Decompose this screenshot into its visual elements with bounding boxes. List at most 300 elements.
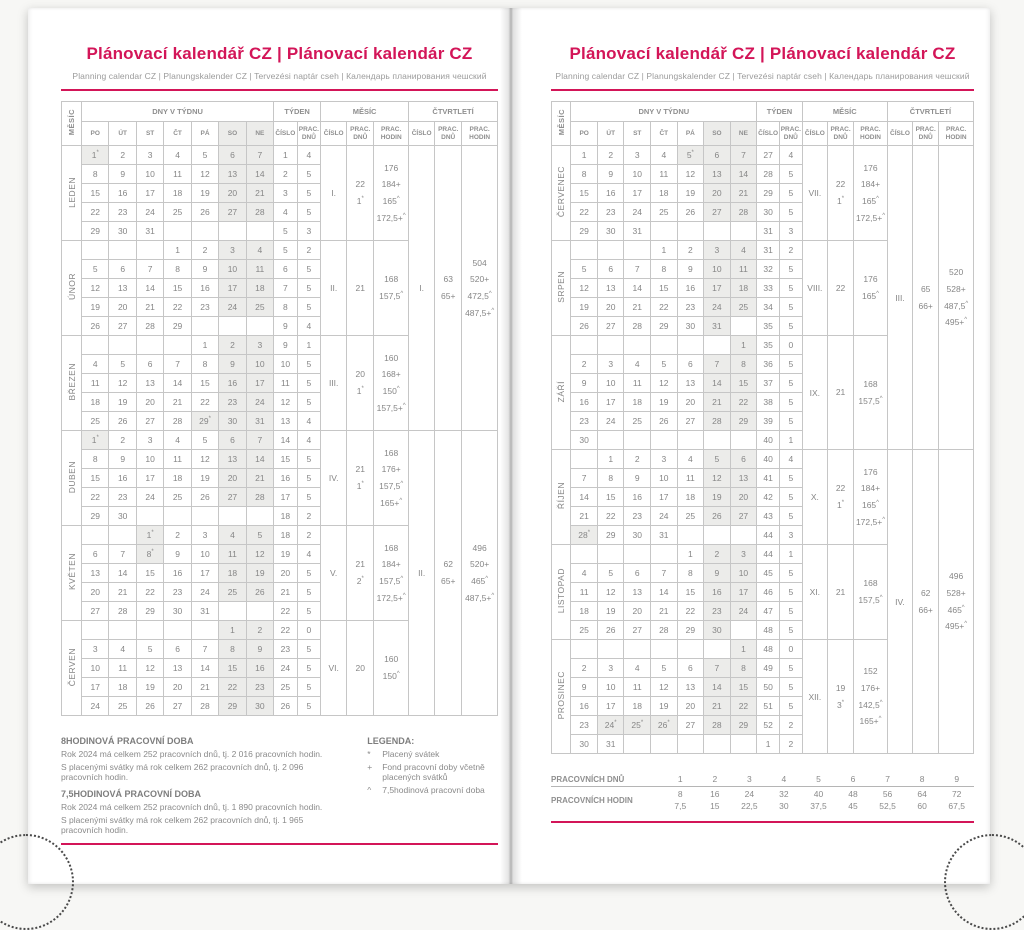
month-group-header: MĚSÍC	[802, 102, 887, 122]
week-workdays-header: PRAC. DNŮ	[297, 122, 321, 146]
week-number-cell: 47	[757, 602, 780, 621]
quarter-workdays-cell: 62 65+	[435, 431, 462, 716]
day-cell	[651, 222, 678, 241]
week-workdays-cell: 2	[779, 735, 802, 754]
day-cell	[624, 735, 651, 754]
month-workhours-cell: 168 184+ 157,5^ 172,5+^	[374, 526, 409, 621]
week-workdays-cell: 3	[297, 222, 321, 241]
day-cell: 8	[571, 165, 598, 184]
day-cell: 10	[730, 564, 757, 583]
work-hours-value: 16 15	[710, 789, 720, 811]
day-cell: 17	[191, 564, 218, 583]
day-cell: 3	[82, 640, 109, 659]
day-cell: 6	[730, 450, 757, 469]
day-cell: 23	[677, 298, 704, 317]
day-cell: 11	[624, 374, 651, 393]
footer-worktime	[61, 736, 498, 835]
day-cell: 20	[164, 678, 191, 697]
work-hours-value: 32 30	[779, 789, 789, 811]
day-cell: 7	[191, 640, 218, 659]
day-cell: 10	[624, 165, 651, 184]
day-cell: 5	[136, 640, 163, 659]
holiday-day-cell: 5*	[677, 146, 704, 165]
day-cell: 14	[246, 450, 273, 469]
day-cell: 2	[571, 355, 598, 374]
day-cell: 30	[597, 222, 624, 241]
week-number-cell: 5	[274, 241, 298, 260]
holiday-day-cell: 1*	[136, 526, 163, 545]
day-cell: 29	[677, 621, 704, 640]
month-workhours-header: PRAC. HODIN	[854, 122, 888, 146]
day-cell: 10	[136, 165, 163, 184]
day-cell: 2	[704, 545, 731, 564]
week-workdays-cell: 5	[297, 697, 321, 716]
day-cell: 3	[651, 450, 678, 469]
quarter-workhours-cell: 496 520+ 465^ 487,5+^	[462, 431, 498, 716]
week-number-cell: 24	[274, 659, 298, 678]
day-cell: 12	[82, 279, 109, 298]
month-number-cell: I.	[321, 146, 347, 241]
day-cell: 28	[136, 317, 163, 336]
day-cell	[677, 526, 704, 545]
week-workdays-cell: 4	[297, 412, 321, 431]
month-workhours-cell: 168 157,5^	[854, 545, 888, 640]
day-cell: 31	[246, 412, 273, 431]
week-workdays-cell: 5	[779, 697, 802, 716]
day-cell: 12	[571, 279, 598, 298]
day-cell: 16	[677, 279, 704, 298]
week-workdays-cell: 4	[779, 146, 802, 165]
month-label: ÚNOR	[62, 241, 82, 336]
day-cell	[704, 526, 731, 545]
day-cell: 25	[624, 412, 651, 431]
day-cell: 13	[597, 279, 624, 298]
day-cell	[191, 317, 218, 336]
day-cell: 14	[571, 488, 598, 507]
day-cell: 22	[164, 298, 191, 317]
day-cell	[597, 336, 624, 355]
day-cell: 29	[82, 222, 109, 241]
day-cell: 17	[624, 184, 651, 203]
day-cell: 30	[571, 431, 598, 450]
month-number-cell: IX.	[802, 336, 827, 450]
day-cell: 18	[677, 488, 704, 507]
day-cell: 2	[164, 526, 191, 545]
day-cell: 7	[704, 659, 731, 678]
week-number-cell: 22	[274, 602, 298, 621]
day-cell	[597, 431, 624, 450]
day-cell	[191, 621, 218, 640]
day-cell: 19	[597, 602, 624, 621]
day-cell: 15	[597, 488, 624, 507]
day-cell: 26	[109, 412, 136, 431]
day-cell: 4	[730, 241, 757, 260]
quarter-group-header: ČTVRTLETÍ	[409, 102, 498, 122]
day-cell: 5	[704, 450, 731, 469]
work-hours-value: 8 7,5	[674, 789, 687, 811]
day-cell: 24	[597, 412, 624, 431]
week-number-cell: 46	[757, 583, 780, 602]
day-cell: 8	[191, 355, 218, 374]
day-cell: 5	[597, 564, 624, 583]
day-header-so: SO	[219, 122, 246, 146]
day-cell	[136, 621, 163, 640]
worktime-8h-line1: Rok 2024 má celkem 252 pracovních dnů, tj. 2 016 pracovních hodin.	[61, 749, 323, 759]
legend-block	[367, 736, 498, 835]
day-cell: 12	[704, 469, 731, 488]
holiday-day-cell: 29*	[191, 412, 218, 431]
day-cell: 1	[191, 336, 218, 355]
day-cell: 2	[677, 241, 704, 260]
week-number-cell: 6	[274, 260, 298, 279]
day-header-ne: NE	[246, 122, 273, 146]
month-number-cell: XII.	[802, 640, 827, 754]
month-side-header: MĚSÍC	[62, 102, 82, 146]
page-left	[28, 8, 507, 884]
month-workhours-cell: 176 184+ 165^ 172,5+^	[854, 146, 888, 241]
day-cell	[704, 640, 731, 659]
week-workdays-cell: 5	[297, 374, 321, 393]
day-cell: 19	[246, 564, 273, 583]
day-cell: 29	[164, 317, 191, 336]
work-days-value: 3	[732, 772, 767, 787]
day-cell: 13	[109, 279, 136, 298]
week-row	[62, 146, 498, 165]
day-cell: 17	[246, 374, 273, 393]
title-rule	[551, 89, 974, 91]
week-number-cell: 25	[274, 678, 298, 697]
day-cell	[730, 621, 757, 640]
day-cell	[730, 526, 757, 545]
month-workdays-cell: 22 1*	[347, 146, 374, 241]
day-cell: 7	[730, 146, 757, 165]
day-cell: 21	[136, 298, 163, 317]
week-workdays-cell: 5	[779, 507, 802, 526]
week-number-cell: 31	[757, 222, 780, 241]
day-cell	[571, 241, 598, 260]
day-cell: 9	[109, 165, 136, 184]
day-cell: 10	[704, 260, 731, 279]
day-cell: 15	[730, 678, 757, 697]
day-cell: 10	[82, 659, 109, 678]
day-cell	[219, 222, 246, 241]
week-workdays-cell: 5	[297, 355, 321, 374]
day-cell: 21	[246, 184, 273, 203]
day-cell	[571, 450, 598, 469]
day-cell: 13	[219, 450, 246, 469]
week-workdays-cell: 4	[779, 450, 802, 469]
table-header-row	[552, 102, 974, 122]
week-workdays-cell: 5	[297, 260, 321, 279]
day-cell: 17	[219, 279, 246, 298]
day-cell: 4	[624, 659, 651, 678]
day-cell: 2	[109, 431, 136, 450]
day-cell: 19	[651, 393, 678, 412]
day-cell: 30	[704, 621, 731, 640]
work-days-value: 6	[836, 772, 871, 787]
day-cell	[624, 241, 651, 260]
month-workdays-cell: 22	[828, 241, 854, 336]
week-number-cell: 42	[757, 488, 780, 507]
day-cell: 8	[730, 659, 757, 678]
day-cell: 28	[191, 697, 218, 716]
week-workdays-cell: 5	[779, 355, 802, 374]
day-cell: 20	[82, 583, 109, 602]
day-cell: 25	[571, 621, 598, 640]
day-cell: 10	[246, 355, 273, 374]
day-cell	[730, 222, 757, 241]
day-cell: 25	[246, 298, 273, 317]
week-workdays-cell: 0	[779, 336, 802, 355]
quarter-workhours-header: PRAC. HODIN	[462, 122, 498, 146]
day-cell	[164, 336, 191, 355]
day-cell: 20	[704, 184, 731, 203]
day-cell: 16	[109, 469, 136, 488]
day-cell	[704, 431, 731, 450]
day-cell	[651, 431, 678, 450]
day-cell: 8	[82, 165, 109, 184]
day-cell: 1	[571, 146, 598, 165]
day-cell: 4	[164, 431, 191, 450]
work-hours-summary-table	[551, 772, 974, 813]
day-header-st: ST	[136, 122, 163, 146]
month-number-cell: V.	[321, 526, 347, 621]
page-subtitle: Planning calendar CZ | Planungskalender CZ | Tervezési naptár cseh | Календарь планирования чешский	[555, 71, 970, 81]
page-title: Plánovací kalendář CZ | Plánovací kalendár CZ	[569, 44, 956, 63]
day-cell: 15	[191, 374, 218, 393]
month-workdays-cell: 20	[347, 621, 374, 716]
day-cell: 11	[164, 450, 191, 469]
day-cell: 17	[597, 393, 624, 412]
day-cell: 8	[677, 564, 704, 583]
month-workdays-cell: 21 2*	[347, 526, 374, 621]
day-cell: 28	[109, 602, 136, 621]
day-cell: 7	[246, 146, 273, 165]
month-label: ČERVENEC	[552, 146, 571, 241]
day-cell: 11	[246, 260, 273, 279]
day-cell: 13	[704, 165, 731, 184]
quarter-number-cell: III.	[887, 146, 912, 450]
day-cell: 23	[191, 298, 218, 317]
day-cell	[82, 241, 109, 260]
week-workdays-cell: 5	[779, 583, 802, 602]
week-number-cell: 5	[274, 222, 298, 241]
month-number-header: ČÍSLO	[321, 122, 347, 146]
week-number-cell: 44	[757, 545, 780, 564]
week-number-cell: 2	[274, 165, 298, 184]
day-cell: 23	[624, 507, 651, 526]
day-cell: 27	[677, 716, 704, 735]
week-number-cell: 31	[757, 241, 780, 260]
day-cell: 30	[246, 697, 273, 716]
day-cell: 23	[164, 583, 191, 602]
day-cell: 7	[109, 545, 136, 564]
day-cell: 5	[191, 146, 218, 165]
day-cell	[624, 431, 651, 450]
week-number-cell: 29	[757, 184, 780, 203]
week-number-cell: 30	[757, 203, 780, 222]
week-number-cell: 49	[757, 659, 780, 678]
day-cell	[571, 640, 598, 659]
day-cell: 15	[82, 184, 109, 203]
day-cell: 11	[651, 165, 678, 184]
worktime-8h-line2: S placenými svátky má rok celkem 262 pracovních dnů, tj. 2 096 pracovních hodin.	[61, 762, 304, 782]
week-workdays-cell: 5	[297, 203, 321, 222]
day-cell: 18	[730, 279, 757, 298]
day-cell: 26	[597, 621, 624, 640]
month-workdays-cell: 19 3*	[828, 640, 854, 754]
day-cell: 17	[136, 184, 163, 203]
day-cell: 20	[219, 469, 246, 488]
day-cell: 8	[597, 469, 624, 488]
day-cell: 4	[219, 526, 246, 545]
day-cell: 11	[571, 583, 598, 602]
day-cell: 18	[164, 469, 191, 488]
day-cell: 4	[164, 146, 191, 165]
day-cell: 14	[651, 583, 678, 602]
work-days-value: 9	[939, 772, 974, 787]
month-number-cell: XI.	[802, 545, 827, 640]
day-cell: 30	[571, 735, 598, 754]
day-cell: 14	[136, 279, 163, 298]
day-cell: 28	[704, 412, 731, 431]
day-cell: 9	[164, 545, 191, 564]
week-workdays-cell: 5	[297, 450, 321, 469]
day-cell: 22	[597, 507, 624, 526]
worktime-75h-line1: Rok 2024 má celkem 252 pracovních dnů, tj. 1 890 pracovních hodin.	[61, 802, 323, 812]
month-label: SRPEN	[552, 241, 571, 336]
day-cell: 9	[571, 678, 598, 697]
day-cell: 26	[571, 317, 598, 336]
day-cell: 13	[677, 678, 704, 697]
day-cell: 24	[246, 393, 273, 412]
week-workdays-cell: 5	[297, 659, 321, 678]
day-cell: 3	[597, 355, 624, 374]
week-workdays-cell: 5	[779, 469, 802, 488]
calendar-table-left	[61, 101, 498, 716]
day-cell: 3	[597, 659, 624, 678]
day-cell	[246, 507, 273, 526]
day-cell: 18	[109, 678, 136, 697]
day-cell: 6	[677, 659, 704, 678]
day-cell: 19	[704, 488, 731, 507]
day-cell: 22	[677, 602, 704, 621]
week-workdays-cell: 5	[297, 165, 321, 184]
day-cell: 16	[597, 184, 624, 203]
week-number-cell: 13	[274, 412, 298, 431]
day-cell: 30	[677, 317, 704, 336]
week-number-cell: 9	[274, 336, 298, 355]
day-cell: 13	[82, 564, 109, 583]
day-cell: 23	[219, 393, 246, 412]
legend-symbol: ^	[367, 785, 372, 795]
day-cell: 10	[597, 678, 624, 697]
day-cell: 24	[730, 602, 757, 621]
month-workdays-header: PRAC. DNŮ	[347, 122, 374, 146]
day-cell: 29	[730, 412, 757, 431]
week-workdays-cell: 5	[779, 279, 802, 298]
month-number-cell: IV.	[321, 431, 347, 526]
day-cell	[677, 336, 704, 355]
day-cell: 16	[191, 279, 218, 298]
week-number-cell: 3	[274, 184, 298, 203]
day-cell: 16	[219, 374, 246, 393]
work-hours-value: 56 52,5	[879, 789, 896, 811]
week-number-cell: 34	[757, 298, 780, 317]
day-cell: 14	[246, 165, 273, 184]
day-cell: 1	[651, 241, 678, 260]
day-cell: 15	[677, 583, 704, 602]
legend-title: LEGENDA:	[367, 736, 415, 746]
quarter-number-header: ČÍSLO	[887, 122, 912, 146]
day-cell: 12	[191, 450, 218, 469]
day-cell	[677, 640, 704, 659]
month-label: PROSINEC	[552, 640, 571, 754]
legend-text: Placený svátek	[382, 749, 440, 759]
table-row	[551, 787, 974, 814]
month-workhours-cell: 176 184+ 165^ 172,5+^	[854, 450, 888, 545]
quarter-number-cell: I.	[409, 146, 435, 431]
day-cell: 11	[677, 469, 704, 488]
day-cell: 12	[246, 545, 273, 564]
month-number-cell: VII.	[802, 146, 827, 241]
day-cell: 13	[219, 165, 246, 184]
day-cell: 16	[109, 184, 136, 203]
week-workdays-cell: 2	[779, 241, 802, 260]
week-workdays-cell: 1	[297, 336, 321, 355]
day-cell: 15	[82, 469, 109, 488]
week-number-cell: 41	[757, 469, 780, 488]
day-cell: 27	[219, 488, 246, 507]
day-cell: 2	[624, 450, 651, 469]
holiday-day-cell: 8*	[136, 545, 163, 564]
day-cell: 9	[704, 564, 731, 583]
quarter-workhours-cell: 496 528+ 465^ 495+^	[939, 450, 974, 754]
day-cell: 2	[219, 336, 246, 355]
day-cell: 12	[109, 374, 136, 393]
day-cell: 29	[597, 526, 624, 545]
day-cell: 28	[164, 412, 191, 431]
week-number-cell: 23	[274, 640, 298, 659]
week-group-header: TÝDEN	[274, 102, 321, 122]
day-cell: 23	[571, 716, 598, 735]
day-cell	[219, 507, 246, 526]
month-workhours-cell: 168 157,5^	[374, 241, 409, 336]
week-workdays-cell: 0	[297, 621, 321, 640]
day-cell: 1	[164, 241, 191, 260]
day-cell: 22	[82, 203, 109, 222]
week-workdays-cell: 5	[779, 602, 802, 621]
day-cell: 20	[597, 298, 624, 317]
page-right	[511, 8, 990, 884]
day-cell: 29	[219, 697, 246, 716]
day-cell	[246, 317, 273, 336]
calendar-table-right	[551, 101, 974, 754]
day-header-pá: PÁ	[191, 122, 218, 146]
work-hours-value: 72 67,5	[948, 789, 965, 811]
week-workdays-cell: 5	[779, 393, 802, 412]
day-cell: 25	[164, 488, 191, 507]
day-cell: 10	[597, 374, 624, 393]
quarter-number-cell: IV.	[887, 450, 912, 754]
day-header-pá: PÁ	[677, 122, 704, 146]
day-cell	[730, 317, 757, 336]
work-hours-value: 48 45	[848, 789, 858, 811]
day-header-út: ÚT	[597, 122, 624, 146]
day-cell: 21	[704, 697, 731, 716]
legend-text: 7,5hodinová pracovní doba	[382, 785, 485, 795]
day-cell: 26	[651, 412, 678, 431]
